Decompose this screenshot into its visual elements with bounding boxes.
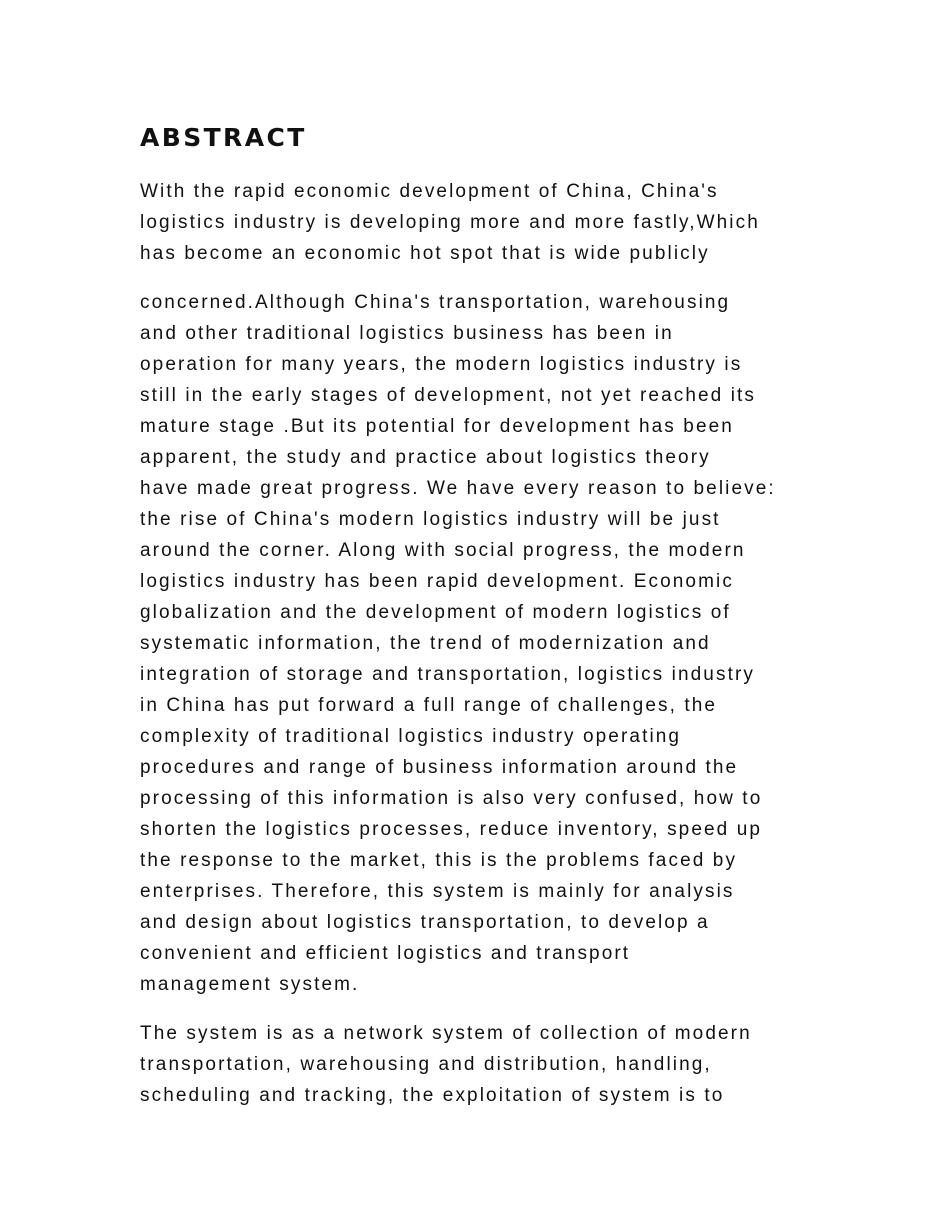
paragraph-2 — [140, 287, 830, 1000]
paragraph-line: in China has put forward a full range of challenges, the — [140, 695, 718, 716]
paragraph-line: integration of storage and transportation, logistics industry — [140, 664, 755, 685]
paragraph-line: shorten the logistics processes, reduce inventory, speed up — [140, 819, 763, 840]
paragraph-line: still in the early stages of development, not yet reached its — [140, 385, 757, 406]
paragraph-spacer — [140, 1000, 830, 1018]
paragraph-line: scheduling and tracking, the exploitation of system is to — [140, 1085, 725, 1106]
document-page — [140, 118, 830, 1111]
paragraph-line: convenient and efficient logistics and transport — [140, 943, 631, 964]
paragraph-line: The system is as a network system of collection of modern — [140, 1023, 752, 1044]
paragraph-line: processing of this information is also very confused, how to — [140, 788, 763, 809]
paragraph-line: complexity of traditional logistics industry operating — [140, 726, 682, 747]
paragraph-line: With the rapid economic development of China, China's — [140, 181, 719, 202]
paragraph-line: have made great progress. We have every reason to believe: — [140, 478, 776, 499]
paragraph-line: operation for many years, the modern logistics industry is — [140, 354, 743, 375]
paragraph-line: mature stage .But its potential for development has been — [140, 416, 734, 437]
paragraph-line: procedures and range of business information around the — [140, 757, 739, 778]
paragraph-line: the rise of China's modern logistics industry will be just — [140, 509, 721, 530]
paragraph-line: systematic information, the trend of modernization and — [140, 633, 711, 654]
paragraph-line: concerned.Although China's transportation, warehousing — [140, 292, 731, 313]
paragraph-3 — [140, 1018, 830, 1111]
paragraph-line: enterprises. Therefore, this system is mainly for analysis — [140, 881, 735, 902]
paragraph-line: and design about logistics transportation, to develop a — [140, 912, 710, 933]
paragraph-line: apparent, the study and practice about logistics theory — [140, 447, 711, 468]
paragraph-line: logistics industry is developing more and more fastly,Which — [140, 212, 760, 233]
paragraph-line: management system. — [140, 974, 360, 995]
paragraph-line: around the corner. Along with social progress, the modern — [140, 540, 746, 561]
paragraph-line: globalization and the development of modern logistics of — [140, 602, 731, 623]
paragraph-spacer — [140, 269, 830, 287]
paragraph-line: and other traditional logistics business has been in — [140, 323, 674, 344]
paragraph-line: has become an economic hot spot that is wide publicly — [140, 243, 710, 264]
paragraph-line: transportation, warehousing and distribution, handling, — [140, 1054, 712, 1075]
abstract-heading: ABSTRACT — [140, 123, 307, 152]
paragraph-line: logistics industry has been rapid development. Economic — [140, 571, 734, 592]
paragraph-line: the response to the market, this is the problems faced by — [140, 850, 738, 871]
paragraph-1 — [140, 176, 830, 269]
